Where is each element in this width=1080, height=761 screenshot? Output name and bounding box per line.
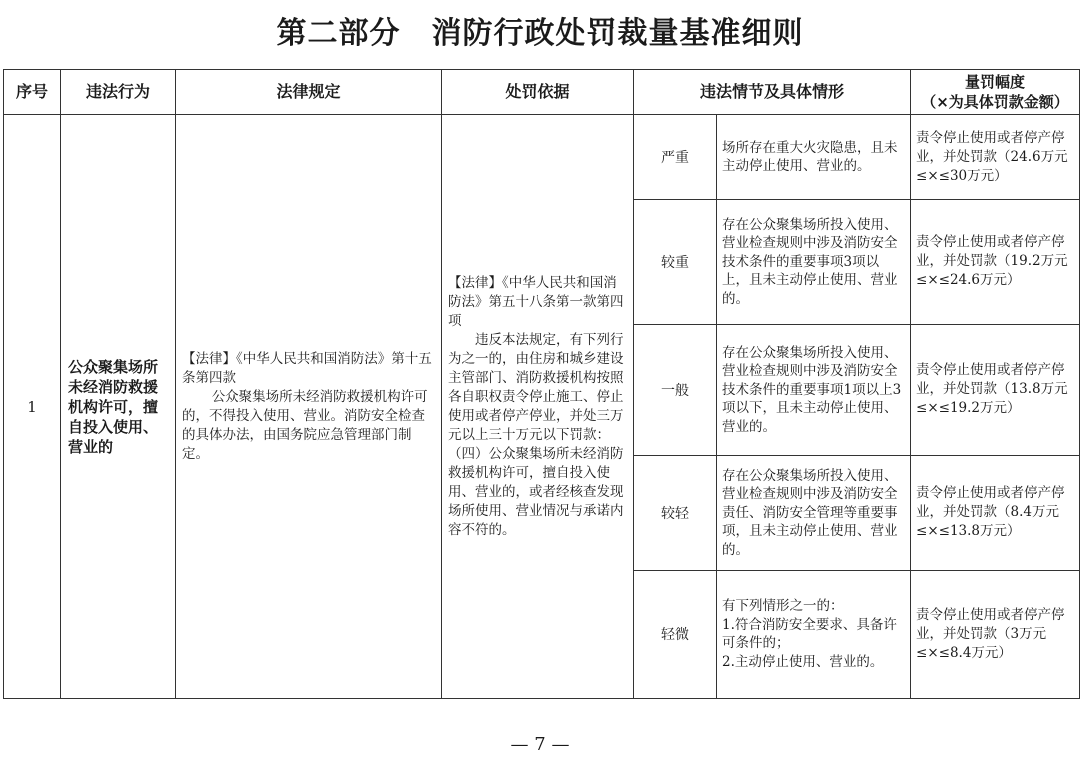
violation-act: 公众聚集场所未经消防救援机构许可，擅自投入使用、营业的 bbox=[61, 115, 176, 699]
legal-provision-text: 公众聚集场所未经消防救援机构许可的，不得投入使用、营业。消防安全检查的具体办法，由国务院应急管理部门制定。 bbox=[182, 388, 428, 462]
header-fine-title: 量罚幅度 bbox=[965, 73, 1026, 91]
fine-range: 责令停止使用或者停产停业，并处罚款（13.8万元≤×≤19.2万元） bbox=[911, 324, 1080, 455]
fine-range: 责令停止使用或者停产停业，并处罚款（19.2万元≤×≤24.6万元） bbox=[911, 200, 1080, 324]
description-line: 1.符合消防安全要求、具备许可条件的； bbox=[722, 616, 897, 652]
table-header-row bbox=[4, 70, 1080, 115]
description-line: 有下列情形之一的： bbox=[722, 598, 844, 615]
table-row bbox=[4, 115, 1080, 200]
header-basis: 处罚依据 bbox=[442, 70, 634, 115]
level-label: 较重 bbox=[634, 200, 717, 324]
header-fine bbox=[911, 70, 1080, 115]
fine-range: 责令停止使用或者停产停业，并处罚款（3万元≤×≤8.4万元） bbox=[911, 570, 1080, 698]
level-description bbox=[717, 570, 911, 698]
level-description bbox=[717, 115, 911, 200]
description-line: 存在公众聚集场所投入使用、营业检查规则中涉及消防安全技术条件的重要事项1项以上3项以下，且未主动停止使用、营业的。 bbox=[722, 344, 902, 435]
penalty-basis-source: 【法律】《中华人民共和国消防法》第五十八条第一款第四项 bbox=[448, 274, 624, 329]
penalty-basis-text: 违反本法规定，有下列行为之一的，由住房和城乡建设主管部门、消防救援机构按照各自职权责令停止施工、停止使用或者停产停业，并处三万元以上三十万元以下罚款： bbox=[448, 331, 624, 443]
header-fine-note: （×为具体罚款金额） bbox=[921, 93, 1069, 111]
page-title: 第二部分 消防行政处罚裁量基准细则 bbox=[276, 16, 804, 51]
level-label: 较轻 bbox=[634, 456, 717, 570]
level-label: 严重 bbox=[634, 115, 717, 200]
level-description bbox=[717, 456, 911, 570]
level-label: 一般 bbox=[634, 324, 717, 455]
penalty-basis bbox=[442, 115, 634, 699]
description-line: 存在公众聚集场所投入使用、营业检查规则中涉及消防安全责任、消防安全管理等重要事项，且未主动停止使用、营业的。 bbox=[722, 467, 898, 558]
header-act: 违法行为 bbox=[61, 70, 176, 115]
legal-provision-source: 【法律】《中华人民共和国消防法》第十五条第四款 bbox=[182, 350, 432, 386]
penalty-basis-item: （四）公众聚集场所未经消防救援机构许可，擅自投入使用、营业的，或者经核查发现场所使用、营业情况与承诺内容不符的。 bbox=[448, 445, 624, 538]
level-label: 轻微 bbox=[634, 570, 717, 698]
fine-range: 责令停止使用或者停产停业，并处罚款（8.4万元≤×≤13.8万元） bbox=[911, 456, 1080, 570]
legal-provision bbox=[176, 115, 442, 699]
header-seq: 序号 bbox=[4, 70, 61, 115]
level-description bbox=[717, 200, 911, 324]
header-law: 法律规定 bbox=[176, 70, 442, 115]
description-line: 场所存在重大火灾隐患，且未主动停止使用、营业的。 bbox=[722, 139, 898, 175]
penalty-table bbox=[3, 69, 1080, 699]
description-line: 存在公众聚集场所投入使用、营业检查规则中涉及消防安全技术条件的重要事项3项以上，且未主动停止使用、营业的。 bbox=[722, 216, 898, 307]
fine-range: 责令停止使用或者停产停业，并处罚款（24.6万元≤×≤30万元） bbox=[911, 115, 1080, 200]
page-number: — 7 — bbox=[510, 734, 570, 755]
description-line: 2.主动停止使用、营业的。 bbox=[722, 653, 884, 670]
row-seq: 1 bbox=[4, 115, 61, 699]
level-description bbox=[717, 324, 911, 455]
header-circumstance: 违法情节及具体情形 bbox=[634, 70, 911, 115]
